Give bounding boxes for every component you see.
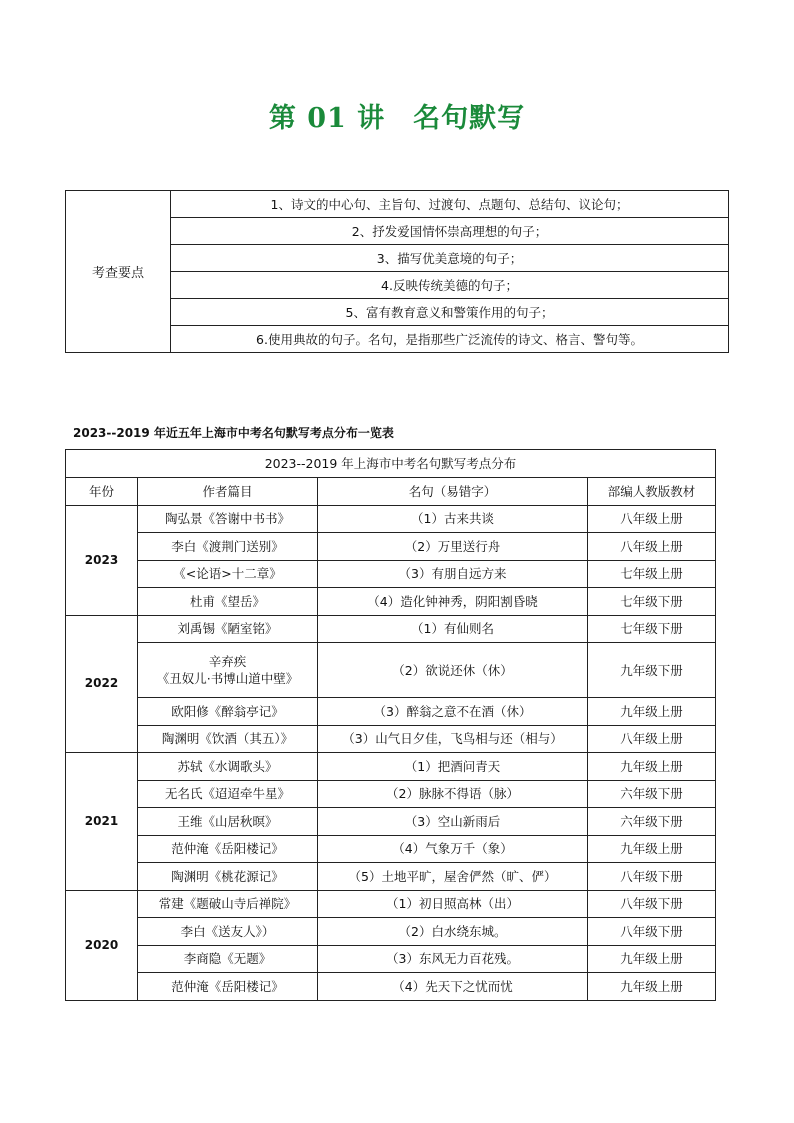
textbook-cell: 八年级下册 [588,918,716,946]
exam-point-item: 6.使用典故的句子。名句，是指那些广泛流传的诗文、格言、警句等。 [171,326,729,353]
sentence-cell: （4）造化钟神秀，阴阳割昏晓 [318,588,588,616]
sentence-cell: （3）空山新雨后 [318,808,588,836]
textbook-cell: 六年级下册 [588,808,716,836]
author-cell: 范仲淹《岳阳楼记》 [138,973,318,1001]
table-caption: 2023--2019 年上海市中考名句默写考点分布 [66,450,716,478]
textbook-cell: 八年级上册 [588,505,716,533]
author-cell: 陶渊明《桃花源记》 [138,863,318,891]
textbook-cell: 九年级上册 [588,753,716,781]
author-cell [138,643,318,698]
author-cell: 李商隐《无题》 [138,945,318,973]
author-name: 辛弃疾 [208,654,247,669]
table-row [66,780,716,808]
table-header-row [66,478,716,506]
textbook-cell: 七年级下册 [588,588,716,616]
author-cell: 李白《渡荆门送别》 [138,533,318,561]
table-row [66,890,716,918]
author-cell: 《<论语>十二章》 [138,560,318,588]
textbook-cell: 九年级上册 [588,835,716,863]
textbook-cell: 九年级上册 [588,945,716,973]
author-cell: 范仲淹《岳阳楼记》 [138,835,318,863]
year-cell: 2023 [66,505,138,615]
header-textbook: 部编人教版教材 [588,478,716,506]
header-author: 作者篇目 [138,478,318,506]
sentence-cell: （3）山气日夕佳，飞鸟相与还（相与） [318,725,588,753]
sentence-cell: （1）把酒问青天 [318,753,588,781]
table-row [66,725,716,753]
sentence-cell: （2）欲说还休（休） [318,643,588,698]
sentence-cell: （4）先天下之忧而忧 [318,973,588,1001]
sentence-cell: （3）东风无力百花残。 [318,945,588,973]
table-row [66,863,716,891]
table-row [66,505,716,533]
textbook-cell: 八年级上册 [588,725,716,753]
author-cell: 常建《题破山寺后禅院》 [138,890,318,918]
page-title: 第 01 讲 名句默写 [268,103,526,134]
sentence-cell: （1）有仙则名 [318,615,588,643]
header-sentence: 名句（易错字） [318,478,588,506]
exam-point-row [66,191,729,218]
header-year: 年份 [66,478,138,506]
exam-point-item: 5、富有教育意义和警策作用的句子； [171,299,729,326]
year-cell: 2020 [66,890,138,1000]
table-row [66,698,716,726]
sentence-cell: （3）醉翁之意不在酒（休） [318,698,588,726]
sentence-cell: （4）气象万千（象） [318,835,588,863]
table-row [66,533,716,561]
author-cell: 陶弘景《答谢中书书》 [138,505,318,533]
sentence-cell: （1）古来共谈 [318,505,588,533]
table-row [66,615,716,643]
textbook-cell: 八年级下册 [588,890,716,918]
textbook-cell: 八年级上册 [588,533,716,561]
author-cell: 刘禹锡《陋室铭》 [138,615,318,643]
author-cell: 无名氏《迢迢牵牛星》 [138,780,318,808]
sentence-cell: （3）有朋自远方来 [318,560,588,588]
table-row [66,643,716,698]
textbook-cell: 九年级上册 [588,698,716,726]
year-cell: 2022 [66,615,138,753]
table-row [66,588,716,616]
author-cell: 李白《送友人》） [138,918,318,946]
section-title: 2023--2019 年近五年上海市中考名句默写考点分布一览表 [73,426,394,440]
author-cell: 王维《山居秋暝》 [138,808,318,836]
table-row [66,835,716,863]
table-row [66,753,716,781]
table-row [66,808,716,836]
distribution-table [65,449,716,1001]
author-cell: 欧阳修《醉翁亭记》 [138,698,318,726]
textbook-cell: 九年级上册 [588,973,716,1001]
textbook-cell: 七年级上册 [588,560,716,588]
table-row [66,560,716,588]
sentence-cell: （1）初日照高林（出） [318,890,588,918]
table-row [66,973,716,1001]
author-cell: 陶渊明《饮酒（其五）》 [138,725,318,753]
author-cell: 苏轼《水调歌头》 [138,753,318,781]
textbook-cell: 七年级下册 [588,615,716,643]
exam-point-item: 2、抒发爱国情怀崇高理想的句子； [171,218,729,245]
exam-points-table [65,190,729,353]
exam-points-label: 考查要点 [66,191,171,353]
exam-point-item: 3、描写优美意境的句子； [171,245,729,272]
exam-point-item: 1、诗文的中心句、主旨句、过渡句、点题句、总结句、议论句； [171,191,729,218]
sentence-cell: （2）万里送行舟 [318,533,588,561]
sentence-cell: （2）白水绕东城。 [318,918,588,946]
table-row [66,918,716,946]
textbook-cell: 八年级下册 [588,863,716,891]
textbook-cell: 九年级下册 [588,643,716,698]
textbook-cell: 六年级下册 [588,780,716,808]
sentence-cell: （5）土地平旷，屋舍俨然（旷、俨） [318,863,588,891]
sentence-cell: （2）脉脉不得语（脉） [318,780,588,808]
exam-point-item: 4.反映传统美德的句子； [171,272,729,299]
year-cell: 2021 [66,753,138,891]
table-row [66,945,716,973]
table-caption-row [66,450,716,478]
author-cell: 杜甫《望岳》 [138,588,318,616]
author-work: 《丑奴儿·书博山道中壁》 [156,671,299,686]
